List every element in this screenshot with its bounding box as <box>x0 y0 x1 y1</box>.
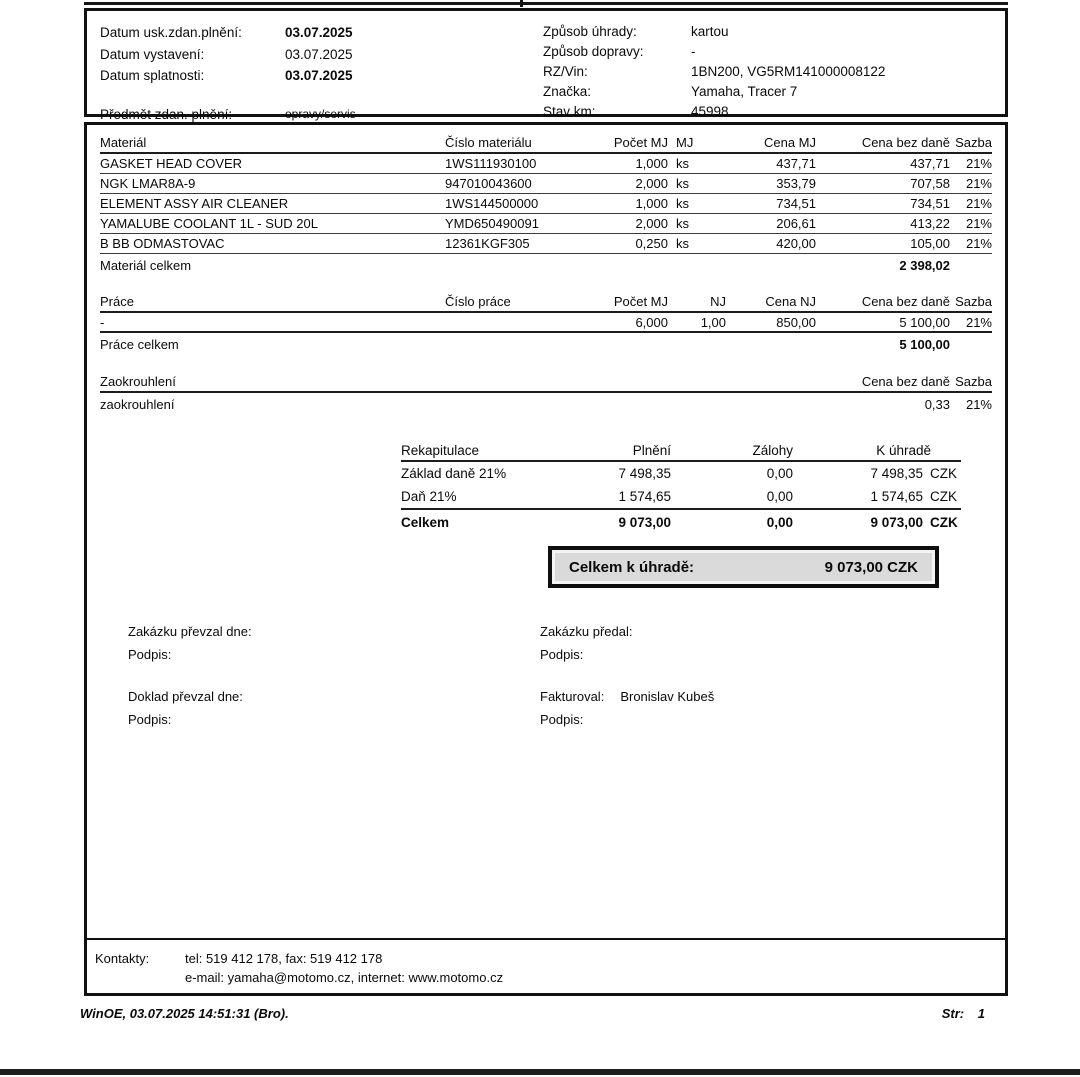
recap-kuhrade-value: 7 498,35 <box>870 466 923 481</box>
invoiced-by-value: Bronislav Kubeš <box>620 689 715 704</box>
contacts-phone-line: tel: 519 412 178, fax: 519 412 178 <box>185 951 383 966</box>
col-header-kuhrade: K úhradě <box>876 443 931 458</box>
recap-total-zalohy: 0,00 <box>766 515 793 530</box>
material-number: 1WS144500000 <box>445 196 539 211</box>
material-name: ELEMENT ASSY AIR CLEANER <box>100 196 289 211</box>
material-unit: ks <box>676 236 689 251</box>
header-field-datum-vystaveni <box>100 44 543 66</box>
material-name: YAMALUBE COOLANT 1L - SUD 20L <box>100 216 318 231</box>
total-due-value: 9 073,00 CZK <box>824 558 918 576</box>
material-number: YMD650490091 <box>445 216 539 231</box>
currency-label: CZK <box>930 515 958 530</box>
header-right-column <box>543 22 991 119</box>
col-header-work: Práce <box>100 294 134 309</box>
recap-total-name: Celkem <box>401 515 450 530</box>
material-name: B BB ODMASTOVAC <box>100 236 225 251</box>
material-row <box>100 154 992 174</box>
field-label: Značka: <box>543 84 592 99</box>
header-field <box>543 42 991 62</box>
signature-row <box>87 644 1005 667</box>
materials-total-value: 2 398,02 <box>899 258 950 273</box>
page-number <box>942 1006 985 1021</box>
field-label: Datum vystavení: <box>100 46 205 62</box>
recap-kuhrade-value: 1 574,65 <box>870 489 923 504</box>
material-name: GASKET HEAD COVER <box>100 156 243 171</box>
material-price: 437,71 <box>776 156 816 171</box>
recap-table <box>401 440 961 533</box>
work-nj: 1,00 <box>700 315 726 330</box>
material-price: 353,79 <box>776 176 816 191</box>
work-price: 850,00 <box>776 315 816 330</box>
signature-label: Podpis: <box>128 646 172 662</box>
rounding-table-header <box>100 372 992 393</box>
col-header-recap: Rekapitulace <box>401 443 480 458</box>
recap-row <box>401 485 961 508</box>
field-value: 1BN200, VG5RM141000008122 <box>691 64 886 79</box>
header-left-column <box>100 22 543 122</box>
recap-total-row <box>401 508 961 533</box>
blank-area <box>87 731 1005 938</box>
work-table <box>100 292 992 355</box>
col-header-rate: Sazba <box>955 294 992 309</box>
page-bottom-edge-line <box>0 1069 1080 1075</box>
material-name: NGK LMAR8A-9 <box>100 176 196 191</box>
field-label: RZ/Vin: <box>543 64 588 79</box>
recap-name: Daň 21% <box>401 489 457 504</box>
col-header-qty: Počet MJ <box>613 135 668 150</box>
material-row <box>100 194 992 214</box>
material-qty: 1,000 <box>635 156 668 171</box>
col-header-material: Materiál <box>100 135 147 150</box>
material-rate: 21% <box>965 196 992 211</box>
recap-zalohy: 0,00 <box>766 489 793 504</box>
header-field-datum-plneni <box>100 22 543 44</box>
field-label: Způsob úhrady: <box>543 24 637 39</box>
header-field <box>543 62 991 82</box>
work-total-value: 5 100,00 <box>899 337 950 352</box>
col-header-zalohy: Zálohy <box>752 443 793 458</box>
print-info: WinOE, 03.07.2025 14:51:31 (Bro). <box>80 1006 289 1021</box>
field-label: Datum usk.zdan.plnění: <box>100 25 242 40</box>
rounding-rows <box>100 393 992 415</box>
work-total-label: Práce celkem <box>100 337 179 352</box>
contacts-section <box>87 938 1005 993</box>
recap-plneni: 1 574,65 <box>618 489 671 504</box>
signature-label: Podpis: <box>128 711 172 727</box>
recap-row <box>401 462 961 485</box>
rounding-name: zaokrouhlení <box>100 397 175 412</box>
field-value: 03.07.2025 <box>285 68 353 83</box>
total-due-box <box>548 546 939 588</box>
material-total: 437,71 <box>910 156 950 171</box>
col-header-rate: Sazba <box>955 135 992 150</box>
work-total: 5 100,00 <box>899 315 950 330</box>
field-value: kartou <box>691 24 729 39</box>
material-number: 12361KGF305 <box>445 236 530 251</box>
col-header-total: Cena bez daně <box>861 294 950 309</box>
invoiced-by-label: Fakturoval: <box>540 689 605 704</box>
work-rate: 21% <box>965 315 992 330</box>
work-table-header <box>100 292 992 313</box>
col-header-total: Cena bez daně <box>861 374 950 389</box>
material-qty: 1,000 <box>635 196 668 211</box>
material-row <box>100 214 992 234</box>
col-header-work-number: Číslo práce <box>445 294 511 309</box>
recap-name: Základ daně 21% <box>401 466 507 481</box>
field-value: 03.07.2025 <box>285 25 353 40</box>
material-total: 105,00 <box>910 236 950 251</box>
header-field-datum-splatnosti <box>100 65 543 87</box>
currency-label: CZK <box>930 466 957 481</box>
page-number-value: 1 <box>977 1006 985 1021</box>
recap-total-kuhrade-value: 9 073,00 <box>870 515 923 530</box>
rounding-row <box>100 393 992 415</box>
field-value: 03.07.2025 <box>285 46 353 62</box>
contacts-lines <box>185 949 503 993</box>
recap-plneni: 7 498,35 <box>618 466 671 481</box>
rounding-table <box>100 372 992 415</box>
material-total: 734,51 <box>910 196 950 211</box>
col-header-price: Cena MJ <box>763 135 816 150</box>
field-value: - <box>691 44 696 59</box>
doc-received-label: Doklad převzal dne: <box>128 689 243 704</box>
material-rate: 21% <box>965 156 992 171</box>
material-unit: ks <box>676 216 689 231</box>
work-name: - <box>100 315 105 330</box>
material-qty: 2,000 <box>635 176 668 191</box>
col-header-number: Číslo materiálu <box>445 135 532 150</box>
invoice-body-box <box>84 122 1008 996</box>
material-unit: ks <box>676 196 689 211</box>
material-unit: ks <box>676 176 689 191</box>
recap-rows <box>401 462 961 508</box>
material-qty: 0,250 <box>635 236 668 251</box>
order-handed-label: Zakázku předal: <box>540 624 633 639</box>
field-value: 45998 <box>691 104 729 119</box>
signature-label: Podpis: <box>540 646 584 662</box>
header-field <box>543 82 991 102</box>
recap-kuhrade <box>793 485 961 509</box>
materials-table-header <box>100 133 992 154</box>
signature-row <box>87 686 1005 709</box>
field-label: Datum splatnosti: <box>100 68 205 83</box>
col-header-unit: MJ <box>676 135 694 150</box>
header-field <box>543 102 991 122</box>
material-unit: ks <box>676 156 689 171</box>
col-header-nj: NJ <box>710 294 726 309</box>
contacts-email-line: e-mail: yamaha@motomo.cz, internet: www.motomo.cz <box>185 970 504 985</box>
field-value: opravy/servis <box>285 106 356 121</box>
col-header-plneni: Plnění <box>632 443 671 458</box>
col-header-total: Cena bez daně <box>861 135 950 150</box>
material-price: 420,00 <box>776 236 816 251</box>
signature-label: Podpis: <box>540 711 584 727</box>
material-rate: 21% <box>965 236 992 251</box>
header-field <box>543 22 991 42</box>
recap-kuhrade <box>793 462 961 486</box>
col-header-qty: Počet MJ <box>613 294 668 309</box>
rounding-total: 0,33 <box>924 397 950 412</box>
rounding-rate: 21% <box>965 397 992 412</box>
work-qty: 6,000 <box>635 315 668 330</box>
invoice-header-box <box>84 8 1008 122</box>
recap-total-plneni: 9 073,00 <box>618 515 671 530</box>
col-header-price-nj: Cena NJ <box>765 294 816 309</box>
signatures-block <box>87 621 1005 731</box>
material-qty: 2,000 <box>635 216 668 231</box>
recap-table-header <box>401 440 961 462</box>
material-price: 734,51 <box>776 196 816 211</box>
currency-label: CZK <box>930 489 957 504</box>
materials-table <box>100 133 992 276</box>
work-total-row <box>100 333 992 355</box>
material-rate: 21% <box>965 176 992 191</box>
invoiced-by <box>540 686 714 709</box>
work-row <box>100 313 992 333</box>
recap-zalohy: 0,00 <box>766 466 793 481</box>
material-price: 206,61 <box>776 216 816 231</box>
col-header-rounding: Zaokrouhlení <box>100 374 176 389</box>
material-rate: 21% <box>965 216 992 231</box>
materials-rows <box>100 154 992 254</box>
signature-row <box>87 709 1005 732</box>
field-label: Způsob dopravy: <box>543 44 644 59</box>
order-received-label: Zakázku převzal dne: <box>128 624 252 639</box>
total-due-label: Celkem k úhradě: <box>569 558 695 576</box>
material-number: 1WS111930100 <box>445 156 537 171</box>
material-number: 947010043600 <box>445 176 532 191</box>
page-top-cut-line <box>84 2 1008 5</box>
field-label: Předmět zdan. plnění: <box>100 106 233 122</box>
material-row <box>100 174 992 194</box>
material-total: 413,22 <box>910 216 950 231</box>
signature-row <box>87 621 1005 644</box>
field-value: Yamaha, Tracer 7 <box>691 84 798 99</box>
material-row <box>100 234 992 254</box>
contacts-label: Kontakty: <box>95 951 150 966</box>
col-header-rate: Sazba <box>955 374 992 389</box>
page-top-divider-tick <box>520 0 523 7</box>
work-rows <box>100 313 992 333</box>
page-number-label: Str: <box>941 1006 965 1021</box>
materials-total-row <box>100 254 992 276</box>
field-label: Stav km: <box>543 104 596 119</box>
recap-total-kuhrade <box>793 510 961 536</box>
material-total: 707,58 <box>910 176 950 191</box>
materials-total-label: Materiál celkem <box>100 258 192 273</box>
